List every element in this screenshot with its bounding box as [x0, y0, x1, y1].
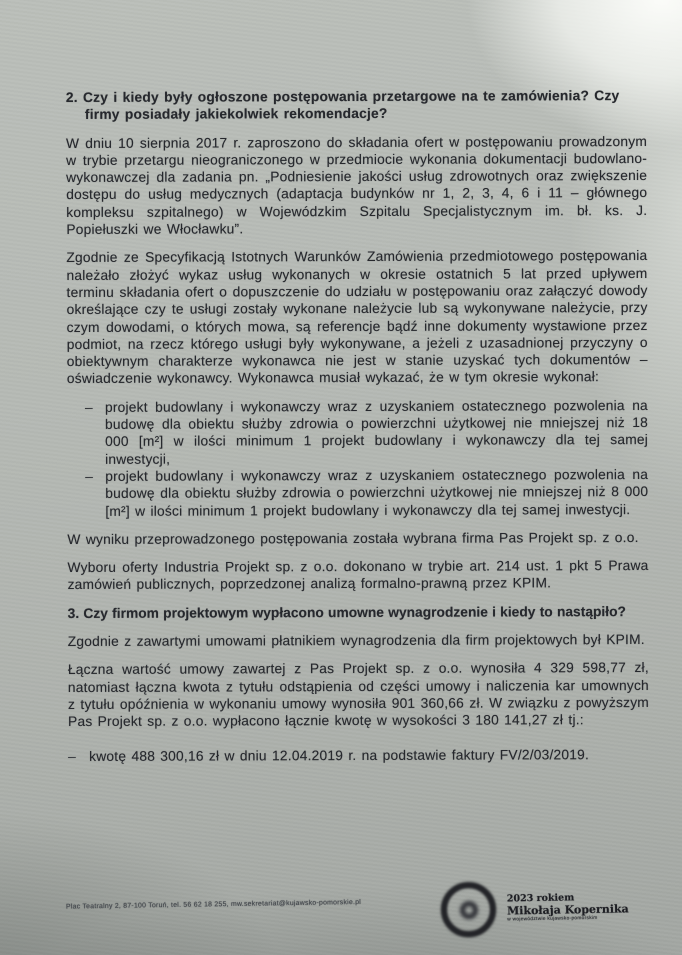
copernicus-sun-icon	[459, 901, 477, 919]
paragraph-tender-invitation: W dniu 10 sierpnia 2017 r. zaproszono do składania ofert w postępowaniu prowadzonym w trybie przetargu nieograniczonego w przedmiocie wykonania dokumentacji budowlano-wykonawczej dla zadania pn. „Podniesienie jakości usług zdrowotnych oraz zwiększenie dostępu do usług medycznych (adaptacja budynków nr 1, 2, 3, 4, 6 i 11 – głównego kompleksu szpitalnego) w Wojewódzkim Szpitalu Specjalistycznym im. bł. ks. J. Popiełuszki we Włocławku”.	[65, 133, 648, 238]
payment-bullet-item	[68, 745, 649, 764]
copernicus-orbit-icon	[441, 882, 497, 938]
logo-region-line: w województwie kujawsko-pomorskim	[507, 915, 598, 923]
logo-year-line: 2023 rokiem	[506, 892, 575, 905]
paragraph-contract-value: Łączna wartość umowy zawartej z Pas Projekt sp. z o.o. wynosiła 4 329 598,77 zł, natomiast łączna kwota z tytułu odstąpienia od części umowy i naliczenia kar umownych z tytułu opóźnienia w wykonaniu umowy wynosiła 901 360,66 zł. W związku z powyższym Pas Projekt sp. z o.o. wypłacono łącznie kwotę w wysokości 3 180 141,27 zł tj.:	[67, 660, 649, 730]
copernicus-2023-logo	[441, 879, 630, 937]
bullet-text: projekt budowlany i wykonawczy wraz z uzyskaniem ostatecznego pozwolenia na budowę dla obiektu służby zdrowia o powierzchni użytkowej nie mniejszej niż 18 000 [m²] w ilości minimum 1 projekt budowlany i wykonawczy dla tej samej inwestycji,	[104, 397, 649, 467]
bullet-dash-icon: –	[84, 399, 93, 415]
bullet-item-18000m2	[85, 397, 648, 468]
paragraph-payer-kpim: Zgodnie z zawartymi umowami płatnikiem wynagrodzenia dla firm projektowych był KPIM.	[67, 632, 645, 650]
copernicus-logo-text	[507, 892, 629, 923]
bullet-item-8000m2	[85, 466, 648, 520]
paragraph-selection-basis: Wyboru oferty Industria Projekt sp. z o.o. dokonano w trybie art. 214 ust. 1 pkt 5 Prawa zamówień publicznych, poprzedzonej analizą formalno-prawną przez KPIM.	[67, 558, 649, 593]
question-3-heading: 3. Czy firmom projektowym wypłacono umowne wynagrodzenie i kiedy to nastąpiło?	[67, 603, 626, 621]
footer-address: Plac Teatralny 2, 87-100 Toruń, tel. 56 62 18 255, mw.sekretariat@kujawsko-pomorskie.pl	[65, 898, 362, 911]
bullet-dash-icon: –	[85, 468, 94, 484]
requirements-bullet-list	[67, 397, 648, 520]
paragraph-selected-company: W wyniku przeprowadzonego postępowania została wybrana firma Pas Projekt sp. z o.o.	[67, 529, 639, 547]
question-2-heading: 2. Czy i kiedy były ogłoszone postępowania przetargowe na te zamówienia? Czy firmy posiadały jakiekolwiek rekomendacje?	[65, 88, 620, 123]
logo-name-line: Mikołaja Kopernika	[506, 902, 629, 918]
bullet-text: projekt budowlany i wykonawczy wraz z uzyskaniem ostatecznego pozwolenia na budowę dla obiektu służby zdrowia o powierzchni użytkowej nie mniejszej niż 8 000 [m²] w ilości minimum 1 projekt budowlany i wykonawczy dla tej samej inwestycji.	[105, 466, 649, 519]
document-page	[66, 87, 649, 765]
paragraph-siwz-requirements: Zgodnie ze Specyfikacją Istotnych Warunków Zamówienia przedmiotowego postępowania należało złożyć wykaz usług wykonanych w okresie ostatnich 5 lat przed upływem terminu składania ofert o dopuszczenie do udziału w postępowaniu oraz załączyć dowody określające czy te usługi zostały wykonane należycie lub są wykonywane należycie, przy czym dowodami, o których mowa, są referencje bądź inne dokumenty wystawione przez podmiot, na rzecz którego usługi były wykonywane, a jeżeli z uzasadnionej przyczyny o obiektywnym charakterze wykonawca nie jest w stanie uzyskać tych dokumentów – oświadczenie wykonawcy. Wykonawca musiał wykazać, że w tym okresie wykonał:	[66, 248, 648, 387]
payment-bullet-text: kwotę 488 300,16 zł w dniu 12.04.2019 r. na podstawie faktury FV/2/03/2019.	[89, 746, 590, 764]
bullet-dash-icon: –	[68, 748, 77, 764]
